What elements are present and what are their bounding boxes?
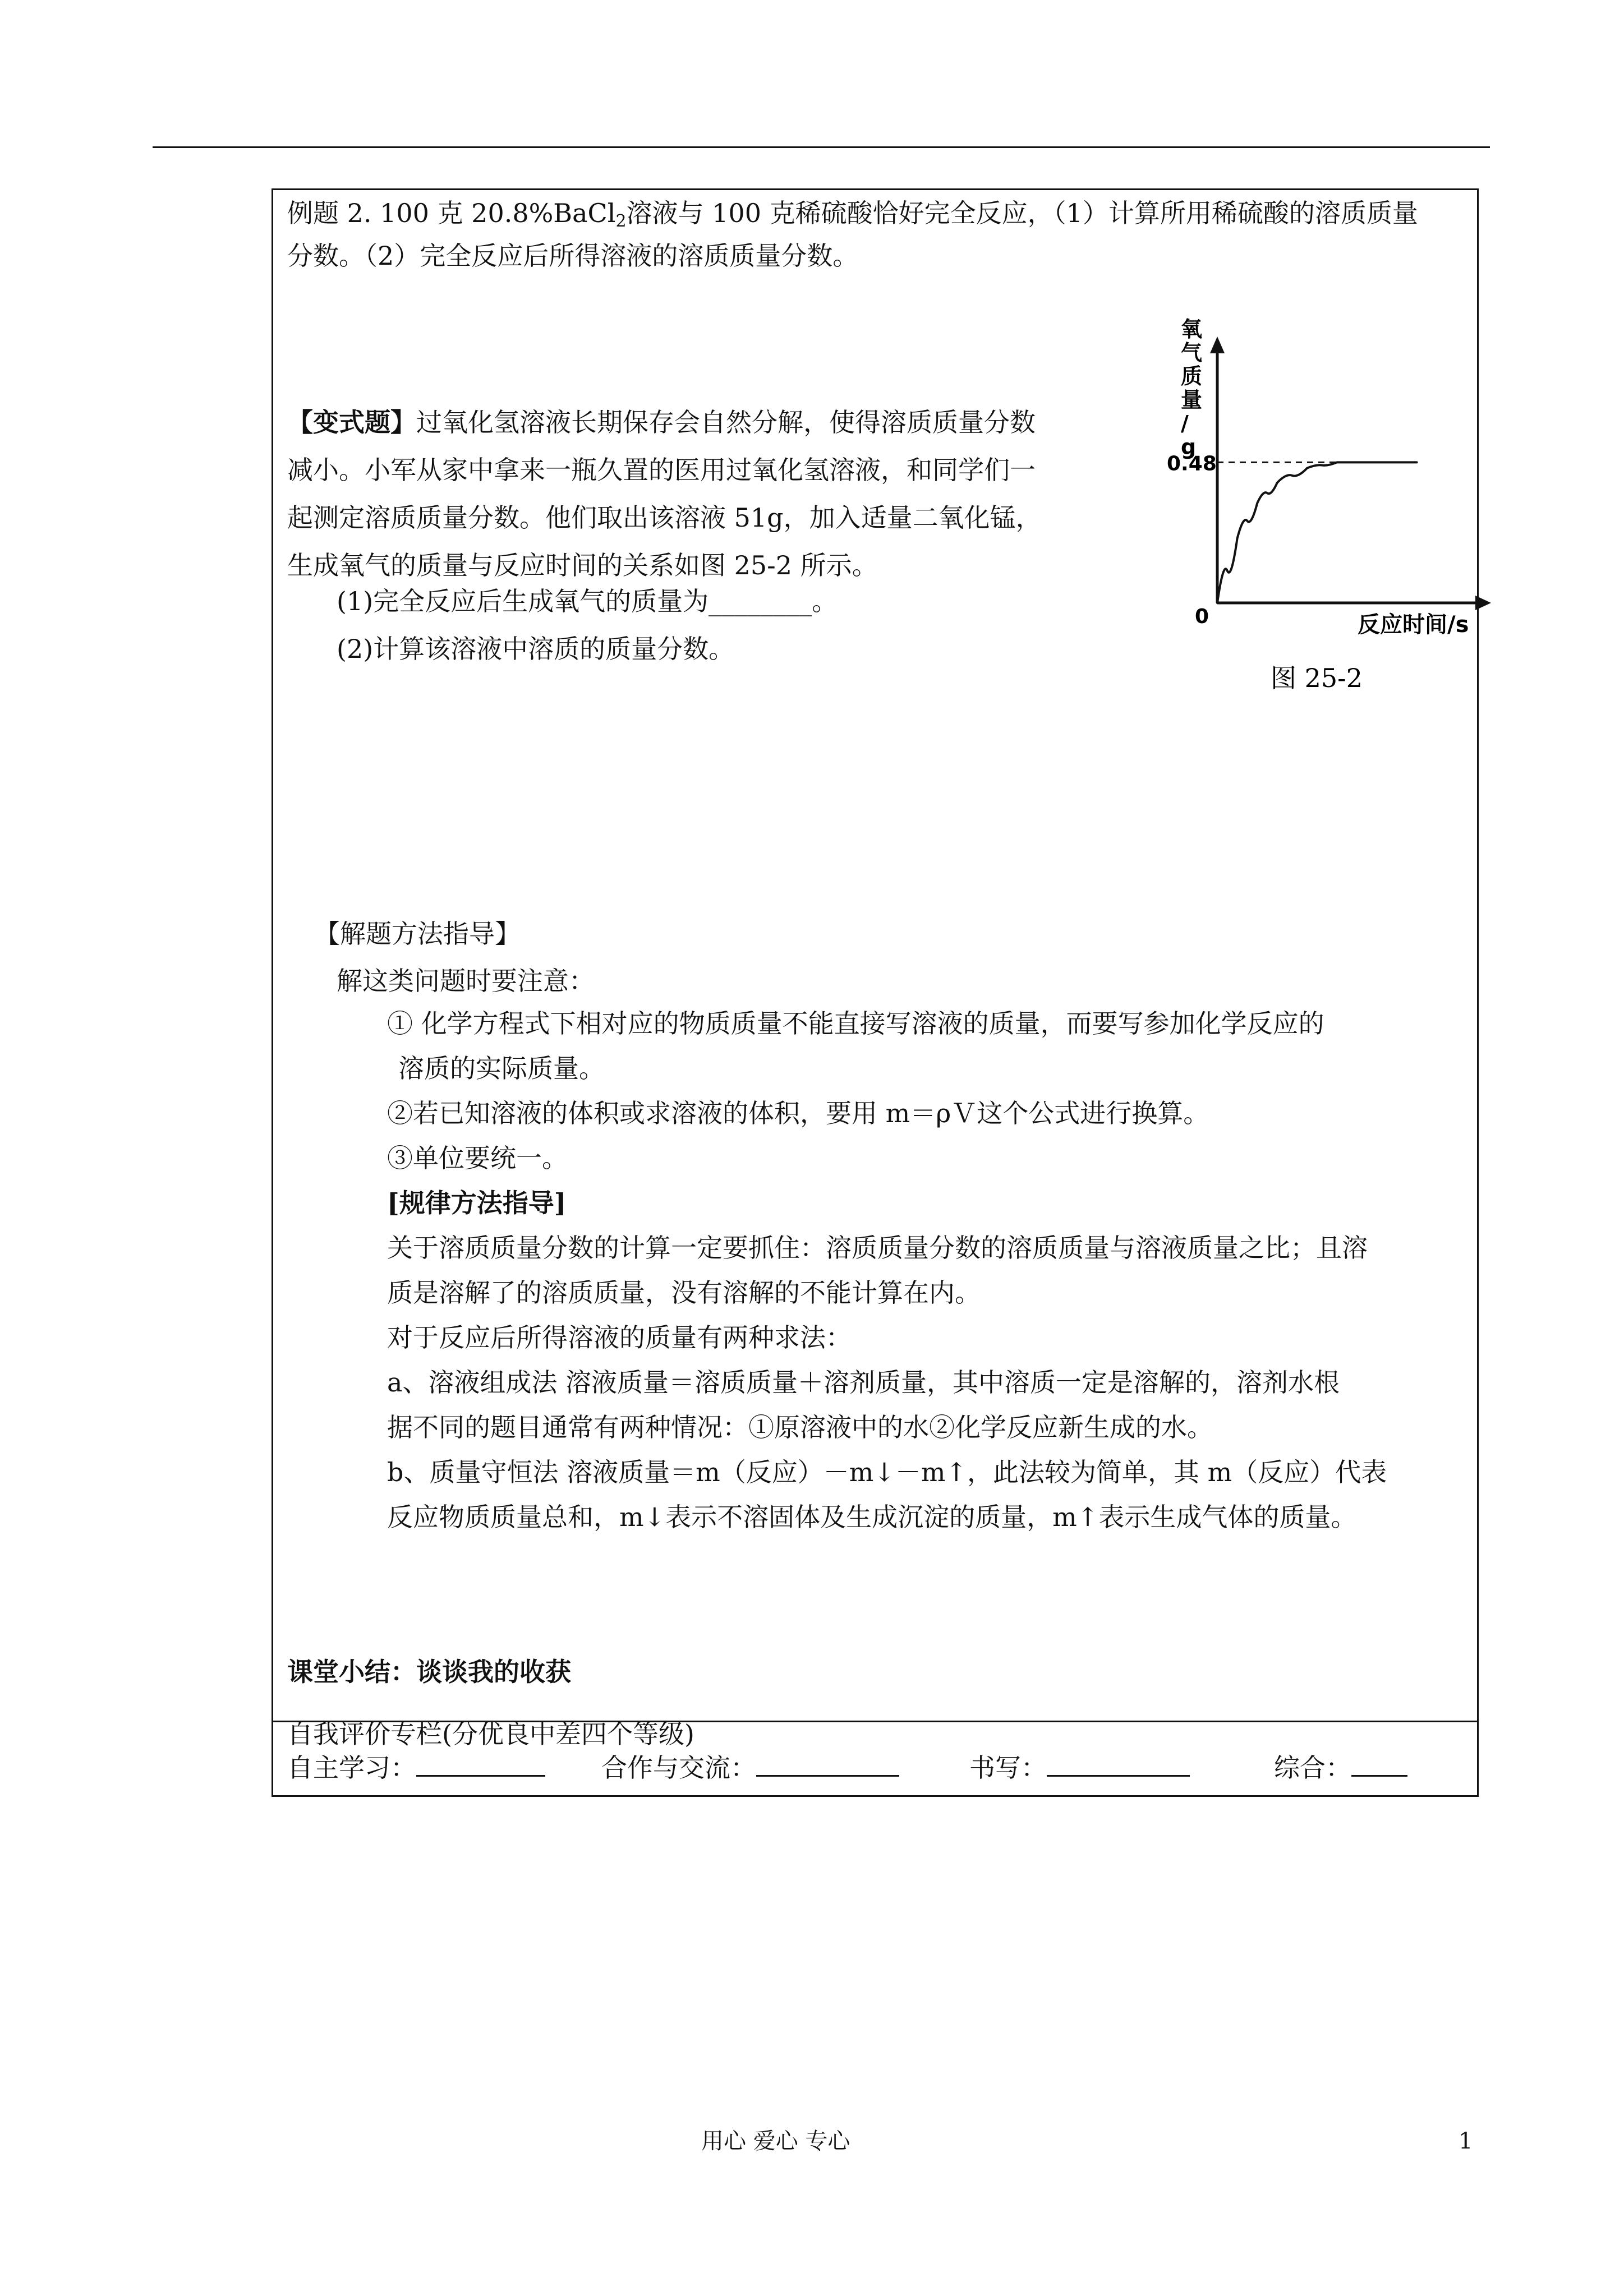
guide-title: 【解题方法指导】 bbox=[314, 919, 521, 949]
rule-b-line-2: 反应物质质量总和，m↓表示不溶固体及生成沉淀的质量，m↑表示生成气体的质量。 bbox=[387, 1502, 1357, 1532]
rule-line-2: 对于反应后所得溶液的质量有两种求法： bbox=[387, 1322, 852, 1353]
variant-line-1: 【变式题】过氧化氢溶液长期保存会自然分解，使得溶质质量分数 bbox=[287, 407, 1036, 437]
self-study-item: 自主学习： bbox=[287, 1750, 545, 1786]
variant-questions bbox=[337, 578, 838, 673]
self-study-blank[interactable] bbox=[416, 1750, 545, 1777]
question-2: (2)计算该溶液中溶质的质量分数。 bbox=[337, 634, 735, 664]
x-axis-label: 反应时间/s bbox=[1358, 612, 1469, 638]
rule-a-line-2: 据不同的题目通常有两种情况：①原溶液中的水②化学反应新生成的水。 bbox=[387, 1412, 1213, 1442]
writing-item: 书写： bbox=[969, 1750, 1190, 1786]
guide-intro: 解这类问题时要注意： bbox=[337, 966, 595, 996]
guide-body bbox=[387, 1001, 1487, 1539]
variant-problem bbox=[287, 399, 1042, 589]
variant-line-3: 起测定溶质质量分数。他们取出该溶液 51g，加入适量二氧化锰， bbox=[287, 502, 1042, 533]
x-axis-arrow bbox=[1475, 596, 1491, 610]
overall-item: 综合： bbox=[1274, 1750, 1407, 1786]
class-summary: 课堂小结：谈谈我的收获 bbox=[287, 1657, 571, 1687]
variant-line-2: 减小。小军从家中拿来一瓶久置的医用过氧化氢溶液，和同学们一 bbox=[287, 455, 1036, 485]
question-1: (1)完全反应后生成氧气的质量为________。 bbox=[337, 586, 838, 616]
y-tick-label: 0.48 bbox=[1167, 452, 1217, 476]
rule-title: [规律方法指导] bbox=[387, 1188, 567, 1218]
overall-blank[interactable] bbox=[1351, 1750, 1407, 1777]
rule-b-line-1: b、质量守恒法 溶液质量＝m（反应）－m↓－m↑，此法较为简单，其 m（反应）代表 bbox=[387, 1457, 1387, 1487]
cooperation-item: 合作与交流： bbox=[601, 1750, 899, 1786]
rule-line-1b: 质是溶解了的溶质质量，没有溶解的不能计算在内。 bbox=[387, 1278, 981, 1308]
cooperation-blank[interactable] bbox=[756, 1750, 899, 1777]
variant-tag: 【变式题】 bbox=[287, 407, 416, 437]
header-rule bbox=[153, 146, 1490, 148]
guide-point-1a: ① 化学方程式下相对应的物质质量不能直接写溶液的质量，而要写参加化学反应的 bbox=[387, 1008, 1324, 1039]
example-line-1: 例题 2. 100 克 20.8%BaCl$_2$溶液与 100 克稀硫酸恰好完全反应，（1）计算所用稀硫酸的溶质质量 bbox=[287, 198, 1418, 231]
page-number: 1 bbox=[1459, 2128, 1473, 2154]
guide-point-2: ②若已知溶液的体积或求溶液的体积，要用 m＝ρＶ这个公式进行换算。 bbox=[387, 1098, 1209, 1128]
oxygen-mass-curve bbox=[1217, 462, 1417, 603]
origin-label: 0 bbox=[1195, 605, 1209, 628]
chart-caption: 图 25-2 bbox=[1271, 663, 1363, 693]
variant-line-4: 生成氧气的质量与反应时间的关系如图 25-2 所示。 bbox=[287, 550, 878, 580]
subscript: 2 bbox=[615, 211, 627, 231]
guide-point-3: ③单位要统一。 bbox=[387, 1143, 568, 1173]
y-axis-arrow bbox=[1210, 336, 1225, 353]
guide-point-1b: 溶质的实际质量。 bbox=[398, 1053, 605, 1084]
example-line-2: 分数。（2）完全反应后所得溶液的溶质质量分数。 bbox=[287, 241, 859, 271]
y-axis-label: 氧气质量/ g bbox=[1181, 317, 1203, 459]
evaluation-title: 自我评价专栏(分优良中差四个等级) bbox=[287, 1719, 694, 1749]
oxygen-mass-chart bbox=[1167, 314, 1492, 695]
evaluation-row bbox=[287, 1750, 1407, 1786]
writing-blank[interactable] bbox=[1047, 1750, 1190, 1777]
rule-a-line-1: a、溶液组成法 溶液质量＝溶质质量＋溶剂质量，其中溶质一定是溶解的，溶剂水根 bbox=[387, 1367, 1340, 1398]
footer-motto: 用心 爱心 专心 bbox=[701, 2128, 850, 2154]
rule-line-1a: 关于溶质质量分数的计算一定要抓住：溶质质量分数的溶质质量与溶液质量之比；且溶 bbox=[387, 1233, 1368, 1263]
